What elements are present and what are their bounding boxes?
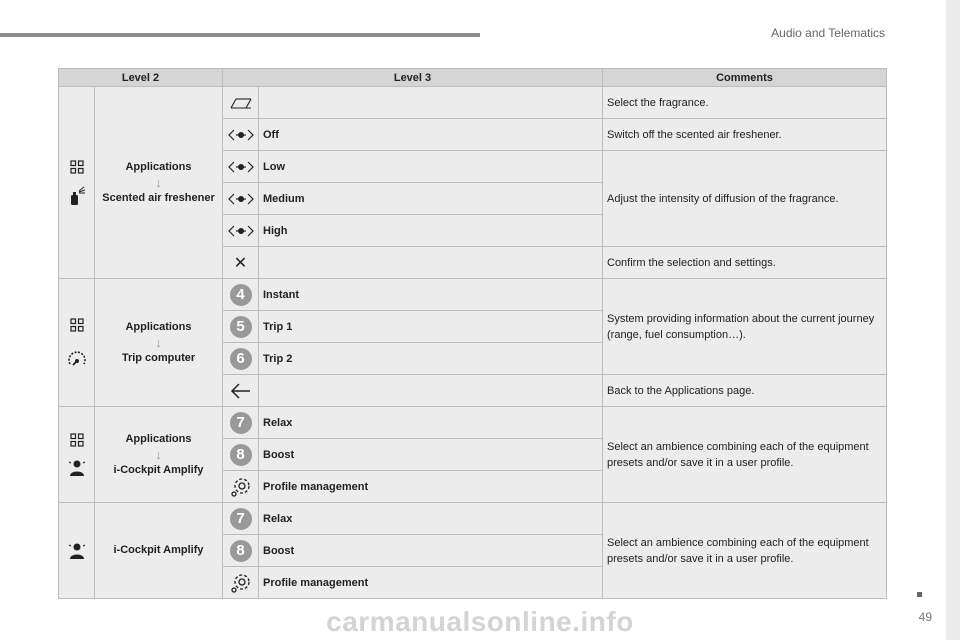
group1-level2-line2: Scented air freshener — [102, 191, 215, 204]
number-badge: 7 — [230, 508, 252, 530]
level3-label: Relax — [259, 503, 603, 535]
group3-level2-line1: Applications — [125, 432, 192, 445]
relax-button[interactable] — [223, 503, 259, 535]
group2-level2 — [95, 279, 223, 407]
header-comments: Comments — [603, 69, 887, 87]
settings-gear-icon — [230, 476, 252, 498]
watermark: carmanualsonline.info — [326, 606, 634, 637]
group1-level2 — [95, 87, 223, 279]
group2-icons — [59, 279, 95, 407]
level3-label: Profile management — [259, 567, 603, 599]
level3-label: High — [259, 215, 603, 247]
group1-level2-line1: Applications — [125, 160, 192, 173]
level3-label: Off — [259, 119, 603, 151]
number-badge: 5 — [230, 316, 252, 338]
down-arrow-icon: ↓ — [155, 334, 162, 350]
apps-grid-icon — [70, 433, 84, 447]
level3-label: Relax — [259, 407, 603, 439]
level3-label — [259, 375, 603, 407]
diffusion-off-button[interactable] — [223, 119, 259, 151]
group4-icons — [59, 503, 95, 599]
header-level2: Level 2 — [59, 69, 223, 87]
number-badge: 8 — [230, 540, 252, 562]
group1-icons — [59, 87, 95, 279]
comment-text: System providing information about the current journey (range, fuel consumption…). — [603, 279, 887, 375]
level3-label: Low — [259, 151, 603, 183]
down-arrow-icon: ↓ — [155, 174, 162, 190]
apps-grid-icon — [70, 318, 84, 332]
comment-text: Confirm the selection and settings. — [603, 247, 887, 279]
profile-management-button[interactable] — [223, 471, 259, 503]
diffusion-icon — [228, 192, 254, 206]
level3-label: Trip 2 — [259, 343, 603, 375]
air-freshener-icon — [68, 186, 86, 206]
comment-text: Select an ambience combining each of the equipment presets and/or save it in a user profile. — [603, 503, 887, 599]
group4-level2-line1: i-Cockpit Amplify — [113, 544, 204, 556]
number-badge: 7 — [230, 412, 252, 434]
diffusion-low-button[interactable] — [223, 151, 259, 183]
back-arrow-icon — [230, 383, 252, 399]
driver-icon — [67, 542, 87, 560]
profile-management-button[interactable] — [223, 567, 259, 599]
comment-text: Switch off the scented air freshener. — [603, 119, 887, 151]
trip-instant-button[interactable] — [223, 279, 259, 311]
trip-computer-icon — [67, 350, 87, 368]
trip2-button[interactable] — [223, 343, 259, 375]
down-arrow-icon: ↓ — [155, 446, 162, 462]
number-badge: 4 — [230, 284, 252, 306]
level3-label: Medium — [259, 183, 603, 215]
level3-label: Boost — [259, 439, 603, 471]
comment-text: Select an ambience combining each of the equipment presets and/or save it in a user profile. — [603, 407, 887, 503]
comment-text: Adjust the intensity of diffusion of the fragrance. — [603, 151, 887, 247]
diffusion-medium-button[interactable] — [223, 183, 259, 215]
group3-level2 — [95, 407, 223, 503]
group3-icons — [59, 407, 95, 503]
relax-button[interactable] — [223, 407, 259, 439]
apps-grid-icon — [70, 160, 84, 174]
level3-label: Trip 1 — [259, 311, 603, 343]
page-edge-strip — [946, 0, 960, 640]
boost-button[interactable] — [223, 439, 259, 471]
group3-level2-line2: i-Cockpit Amplify — [113, 463, 204, 476]
group2-level2-line1: Applications — [125, 320, 192, 333]
driver-icon — [67, 459, 87, 477]
back-button[interactable] — [223, 375, 259, 407]
settings-table — [58, 68, 887, 599]
header-level3: Level 3 — [223, 69, 603, 87]
comment-text: Back to the Applications page. — [603, 375, 887, 407]
level3-label — [259, 87, 603, 119]
level3-label — [259, 247, 603, 279]
number-badge: 8 — [230, 444, 252, 466]
diffusion-high-button[interactable] — [223, 215, 259, 247]
group2-level2-line2: Trip computer — [121, 351, 196, 364]
settings-gear-icon — [230, 572, 252, 594]
fragrance-button[interactable] — [223, 87, 259, 119]
trip1-button[interactable] — [223, 311, 259, 343]
diffusion-icon — [228, 128, 254, 142]
level3-label: Instant — [259, 279, 603, 311]
comment-text: Select the fragrance. — [603, 87, 887, 119]
close-icon: ✕ — [233, 254, 248, 272]
group4-level2 — [95, 503, 223, 599]
section-title: Audio and Telematics — [771, 26, 885, 40]
level3-label: Profile management — [259, 471, 603, 503]
number-badge: 6 — [230, 348, 252, 370]
close-button[interactable] — [223, 247, 259, 279]
header-bar — [0, 33, 480, 37]
diffusion-icon — [228, 160, 254, 174]
page-marker — [917, 592, 922, 597]
page-number: 49 — [918, 610, 932, 624]
fragrance-icon — [229, 96, 253, 110]
boost-button[interactable] — [223, 535, 259, 567]
diffusion-icon — [228, 224, 254, 238]
level3-label: Boost — [259, 535, 603, 567]
